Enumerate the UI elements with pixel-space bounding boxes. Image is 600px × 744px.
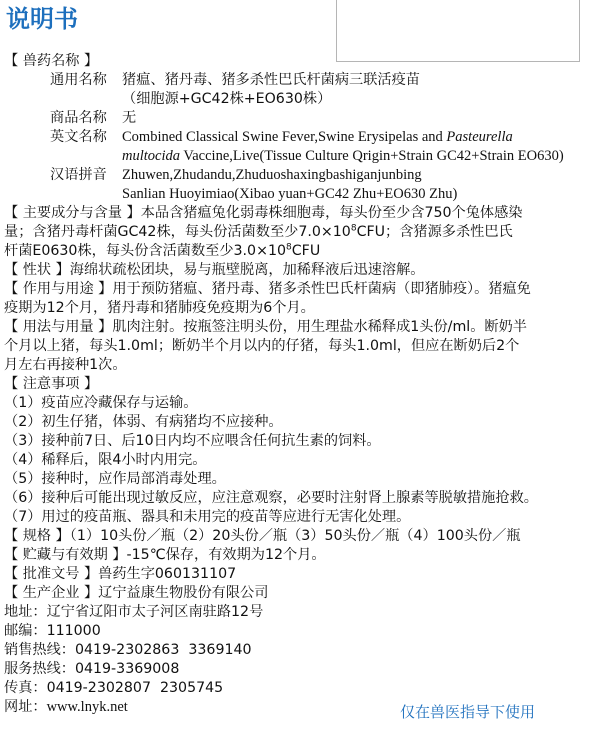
usage-line-1	[4, 280, 598, 299]
english-name-value-continued	[4, 147, 598, 166]
trade-name-row	[4, 109, 598, 128]
service-hotline-value: 0419-3369008	[74, 661, 180, 677]
composition-heading: 【 主要成分与含量 】	[4, 205, 141, 221]
precaution-item-4: （4）稀释后，限4小时内用完。	[4, 452, 207, 468]
composition-exponent-1: 8	[350, 223, 357, 234]
precaution-item-2: （2）初生仔猪，体弱、有病猪均不应接种。	[4, 414, 283, 430]
usage-heading: 【 作用与用途 】	[4, 281, 113, 297]
approval-heading: 【 批准文号 】	[4, 566, 99, 582]
service-hotline-label: 服务热线：	[4, 661, 75, 677]
postcode-label: 邮编：	[4, 623, 47, 639]
precaution-item-1: （1）疫苗应冷藏保存与运输。	[4, 395, 198, 411]
sales-hotline-value: 0419-2302863 3369140	[74, 642, 252, 658]
storage-text: -15℃保存，有效期为12个月。	[126, 547, 326, 563]
precaution-item-7: （7）用过的疫苗瓶、器具和未用完的疫苗等应进行无害化处理。	[4, 509, 411, 525]
page-title: 说明书	[6, 5, 78, 33]
storage-section	[4, 546, 598, 565]
leaflet-body	[4, 52, 598, 717]
english-name-italic-2: multocida	[122, 148, 180, 164]
trade-name-value: 无	[122, 110, 137, 126]
manufacturer-section	[4, 584, 598, 603]
generic-name-row	[4, 71, 598, 90]
trade-name-label: 商品名称	[50, 110, 107, 126]
composition-text-2: 量；含猪丹毒杆菌GC42株，每头份活菌数至少7.0×10	[4, 224, 351, 240]
address-value: 辽宁省辽阳市太子河区南驻路12号	[46, 604, 264, 620]
generic-name-value-continued: （细胞源+GC42株+EO630株）	[122, 91, 332, 107]
manufacturer-name: 辽宁益康生物股份有限公司	[98, 585, 269, 601]
english-name-value	[122, 128, 513, 147]
pinyin-value-continued: Sanlian Huoyimiao(Xibao yuan+GC42 Zhu+EO630 Zhu)	[122, 186, 458, 202]
generic-name-value: 猪瘟、猪丹毒、猪多杀性巴氏杆菌病三联活疫苗	[122, 72, 420, 88]
fax-row	[4, 679, 598, 698]
approval-text: 兽药生字060131107	[98, 566, 237, 582]
composition-text-3: 杆菌E0630株，每头份含活菌数至少3.0×10	[4, 243, 287, 259]
website-label: 网址：	[4, 699, 47, 715]
pinyin-label: 汉语拼音	[50, 167, 107, 183]
pinyin-row	[4, 166, 598, 185]
english-name-label: 英文名称	[50, 129, 107, 145]
dosage-line-3: 月左右再接种1次。	[4, 357, 127, 373]
appearance-section	[4, 261, 598, 280]
sales-hotline-row	[4, 641, 598, 660]
appearance-text: 海绵状疏松团块，易与瓶壁脱离，加稀释液后迅速溶解。	[69, 262, 425, 278]
precaution-item-6: （6）接种后可能出现过敏反应，应注意观察，必要时注射肾上腺素等脱敏措施抢救。	[4, 490, 538, 506]
composition-exponent-2: 8	[286, 242, 292, 253]
specs-section	[4, 527, 598, 546]
approval-section	[4, 565, 598, 584]
fax-value: 0419-2302807 2305745	[46, 680, 224, 696]
manufacturer-heading: 【 生产企业 】	[4, 585, 99, 601]
composition-line-3	[4, 242, 598, 261]
appearance-heading: 【 性状 】	[4, 262, 70, 278]
storage-heading: 【 贮藏与有效期 】	[4, 547, 127, 563]
dosage-line-1	[4, 318, 598, 337]
composition-line-2	[4, 223, 598, 242]
composition-text-3-end: CFU	[291, 243, 321, 259]
specs-text: （1）10头份／瓶（2）20头份／瓶（3）50头份／瓶（4）100头份／瓶	[69, 528, 521, 544]
service-hotline-row	[4, 660, 598, 679]
composition-text-1: 本品含猪瘟兔化弱毒株细胞毒，每头份至少含750个兔体感染	[140, 205, 523, 221]
usage-line-2: 疫期为12个月，猪丹毒和猪肺疫免疫期为6个月。	[4, 300, 315, 316]
english-name-row	[4, 128, 598, 147]
specs-heading: 【 规格 】	[4, 528, 70, 544]
vet-name-heading: 【 兽药名称 】	[4, 53, 99, 69]
precaution-item-5: （5）接种时，应作局部消毒处理。	[4, 471, 226, 487]
english-name-text-2: Vaccine,Live(Tissue Culture Qrigin+Strain GC42+Strain EO630)	[180, 148, 564, 164]
composition-line-1	[4, 204, 598, 223]
generic-name-label: 通用名称	[50, 72, 107, 88]
english-name-italic: Pasteurella	[446, 129, 513, 145]
dosage-heading: 【 用法与用量 】	[4, 319, 113, 335]
usage-notice-footer: 仅在兽医指导下使用	[400, 703, 536, 721]
address-row	[4, 603, 598, 622]
postcode-row	[4, 622, 598, 641]
composition-text-2-end: CFU；含猪源多杀性巴氏	[356, 224, 513, 240]
dosage-line-2: 个月以上猪，每头1.0ml；断奶半个月以内的仔猪，每头1.0ml，但应在断奶后2个	[4, 338, 520, 354]
precautions-heading: 【 注意事项 】	[4, 376, 99, 392]
postcode-value: 111000	[46, 623, 101, 639]
website-value: www.lnyk.net	[46, 699, 128, 715]
sales-hotline-label: 销售热线：	[4, 642, 75, 658]
dosage-text-1: 肌肉注射。按瓶签注明头份，用生理盐水稀释成1头份/ml。断奶半	[112, 319, 527, 335]
fax-label: 传真：	[4, 680, 47, 696]
usage-text-1: 用于预防猪瘟、猪丹毒、猪多杀性巴氏杆菌病（即猪肺疫）。猪瘟免	[112, 281, 531, 297]
address-label: 地址：	[4, 604, 47, 620]
precaution-item-3: （3）接种前7日、后10日内均不应喂含任何抗生素的饲料。	[4, 433, 381, 449]
pinyin-value: Zhuwen,Zhudandu,Zhuduoshaxingbashiganjunbing	[122, 167, 422, 183]
english-name-text: Combined Classical Swine Fever,Swine Erysipelas and	[122, 129, 447, 145]
